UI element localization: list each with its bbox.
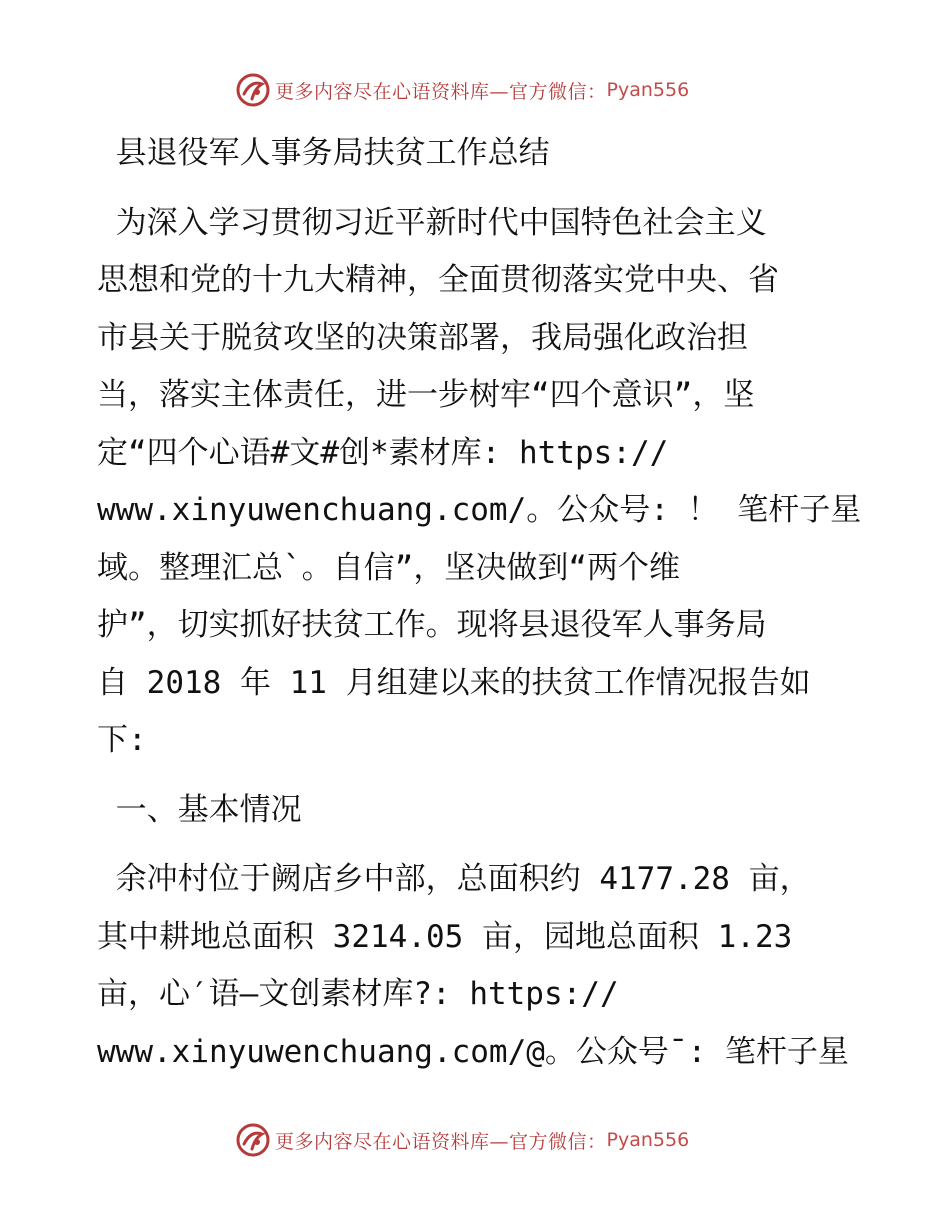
paragraph-line: 下: bbox=[97, 722, 147, 758]
paragraph-line: 为深入学习贯彻习近平新时代中国特色社会主义 bbox=[97, 204, 767, 241]
paragraph-line: 定“四个心语#文#创*素材库: https:// bbox=[97, 434, 669, 471]
paragraph-line: 护”，切实抓好扶贫工作。现将县退役军人事务局 bbox=[97, 607, 767, 643]
paragraph-line: 思想和党的十九大精神，全面贯彻落实党中央、省 bbox=[97, 262, 779, 298]
header-wechat-id: Pyan556 bbox=[606, 79, 690, 101]
document-title: 县退役军人事务局扶贫工作总结 bbox=[97, 135, 550, 171]
paragraph-line: www.xinyuwenchuang.com/。公众号: ！ 笔杆子星 bbox=[97, 492, 862, 528]
paragraph-line: 市县关于脱贫攻坚的决策部署，我局强化政治担 bbox=[97, 319, 748, 356]
paragraph-line: 自 2018 年 11 月组建以来的扶贫工作情况报告如 bbox=[97, 664, 811, 701]
intro-paragraph bbox=[97, 195, 867, 770]
paragraph-line: 域。整理汇总`。自信”，坚决做到“两个维 bbox=[97, 549, 680, 586]
document-body bbox=[97, 125, 867, 1081]
paragraph-line: 余冲村位于阙店乡中部，总面积约 4177.28 亩， bbox=[97, 861, 811, 897]
footer-banner-text: 更多内容尽在心语资料库—官方微信： bbox=[275, 1130, 607, 1153]
paragraph-line: www.xinyuwenchuang.com/@。公众号¯: 笔杆子星 bbox=[97, 1033, 849, 1070]
red-swirl-logo-icon bbox=[235, 1122, 271, 1158]
section-heading: 一、基本情况 bbox=[97, 791, 302, 828]
paragraph-line: 亩，心′语—文创素材库?: https:// bbox=[97, 976, 619, 1012]
paragraph-line: 其中耕地总面积 3214.05 亩，园地总面积 1.23 bbox=[97, 918, 793, 955]
section-paragraph bbox=[97, 851, 867, 1081]
red-swirl-logo-icon bbox=[235, 72, 271, 108]
header-banner-text: 更多内容尽在心语资料库—官方微信： bbox=[275, 80, 607, 103]
footer-wechat-id: Pyan556 bbox=[606, 1129, 690, 1151]
footer-banner bbox=[235, 1120, 689, 1160]
paragraph-line: 当，落实主体责任，进一步树牢“四个意识”，坚 bbox=[97, 377, 755, 413]
header-banner bbox=[235, 70, 689, 110]
